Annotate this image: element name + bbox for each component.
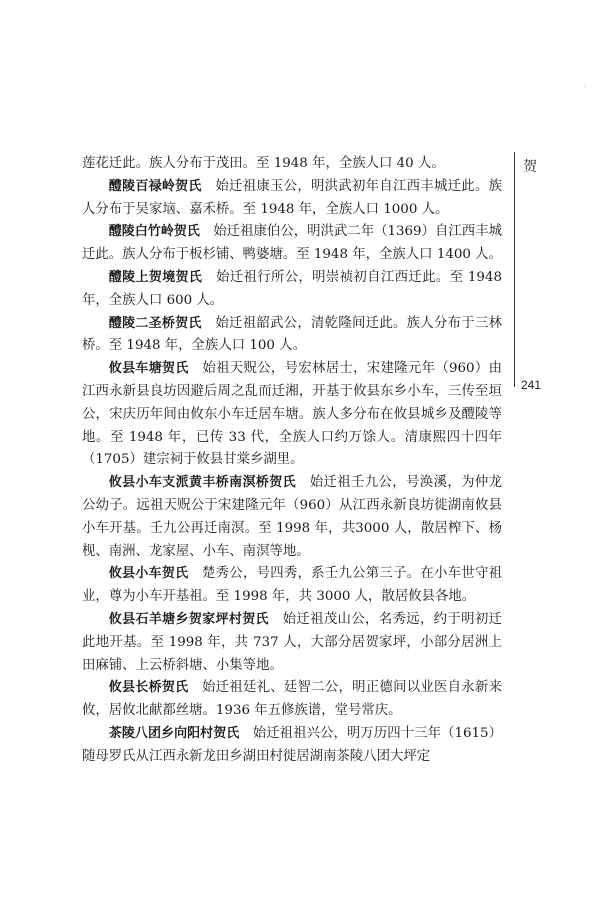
page-number: 241 — [521, 378, 542, 392]
entry-text: 楚秀公，号四秀，系壬九公第三子。在小车世守祖业，尊为小车开基祖。至 1998 年，共 3000 人，散居攸县各地。 — [82, 566, 502, 605]
entry-paragraph — [82, 358, 502, 472]
entry-text: 始迁祖康伯公，明洪武二年（1369）自江西丰城迁此。族人分布于板杉铺、鸭婆塘。至 1948 年，全族人口 1400 人。 — [82, 224, 502, 263]
document-body — [82, 153, 502, 769]
entry-paragraph — [82, 723, 502, 769]
entry-paragraph — [82, 221, 502, 267]
entry-paragraph — [82, 176, 502, 222]
entry-heading: 醴陵二圣桥贺氏 — [108, 315, 202, 331]
entry-text: 莲花迁此。族人分布于茂田。至 1948 年，全族人口 40 人。 — [82, 156, 445, 171]
side-rule — [514, 152, 515, 387]
entry-text: 始迁祖行所公，明崇祯初自江西迁此。至 1948 年，全族人口 600 人。 — [82, 269, 502, 308]
entry-heading: 攸县石羊塘乡贺家坪村贺氏 — [108, 611, 269, 627]
side-index-char: 贺 — [523, 159, 537, 175]
entry-text: 始祖天贶公，号宏林居士，宋建隆元年（960）由江西永新县良坊因避后周之乱而迁湘，开基于攸县东乡小车，三传至垣公，宋庆历年间由攸东小车迁居车塘。族人多分布在攸县城乡及醴陵等地。至 1948 年，已传 33 代，全族人口约万馀人。清康熙四十四年（1705）建宗祠于攸县甘棠乡湖里。 — [82, 361, 502, 468]
entry-paragraph — [82, 609, 502, 677]
entry-heading: 茶陵八团乡向阳村贺氏 — [108, 725, 240, 741]
entry-paragraph — [82, 313, 502, 359]
entry-heading: 醴陵上贺境贺氏 — [108, 269, 203, 285]
entry-paragraph — [82, 267, 502, 313]
entry-paragraph — [82, 677, 502, 723]
corner-mark: · — [583, 82, 586, 91]
entry-heading: 攸县小车支派黄丰桥南溟桥贺氏 — [108, 475, 296, 491]
entry-heading: 醴陵白竹岭贺氏 — [108, 224, 200, 240]
entry-heading: 攸县长桥贺氏 — [108, 680, 189, 696]
entry-paragraph — [82, 563, 502, 609]
entry-heading: 攸县小车贺氏 — [108, 566, 189, 582]
entry-text: 始迁祖韶武公，清乾隆间迁此。族人分布于三林桥。至 1948 年，全族人口 100 人。 — [82, 315, 503, 354]
entry-heading: 攸县车塘贺氏 — [108, 361, 189, 377]
entry-text: 始迁祖康玉公，明洪武初年自江西丰城迁此。族人分布于吴家垴、嘉禾桥。至 1948 年，全族人口 1000 人。 — [82, 178, 503, 217]
entry-paragraph — [82, 153, 502, 176]
entry-text: 始迁祖茂山公，名秀远，约于明初迁此地开基。至 1998 年，共 737 人，大部分居贺家坪，小部分居洲上田麻铺、上云桥斜塘、小集等地。 — [82, 611, 502, 673]
entry-text: 始迁祖祖兴公，明万历四十三年（1615）随母罗氏从江西永新龙田乡湖田村徙居湖南茶陵八团大坪定 — [82, 725, 502, 764]
entry-paragraph — [82, 472, 502, 563]
entry-text: 始迁祖壬九公，号涣溪，为仲龙公幼子。远祖天贶公于宋建隆元年（960）从江西永新良坊徙湖南攸县小车开基。壬九公再迁南溟。至 1998 年，共3000 人，散居榨下、杨枧、南洲、龙家屋、小车、南溟等地。 — [82, 475, 502, 559]
entry-text: 始迁祖廷礼、廷智二公，明正德间以业医自永新来攸，居攸北献都丝塘。1936 年五修族谱，堂号常庆。 — [82, 680, 502, 719]
entry-heading: 醴陵百禄岭贺氏 — [108, 178, 202, 194]
